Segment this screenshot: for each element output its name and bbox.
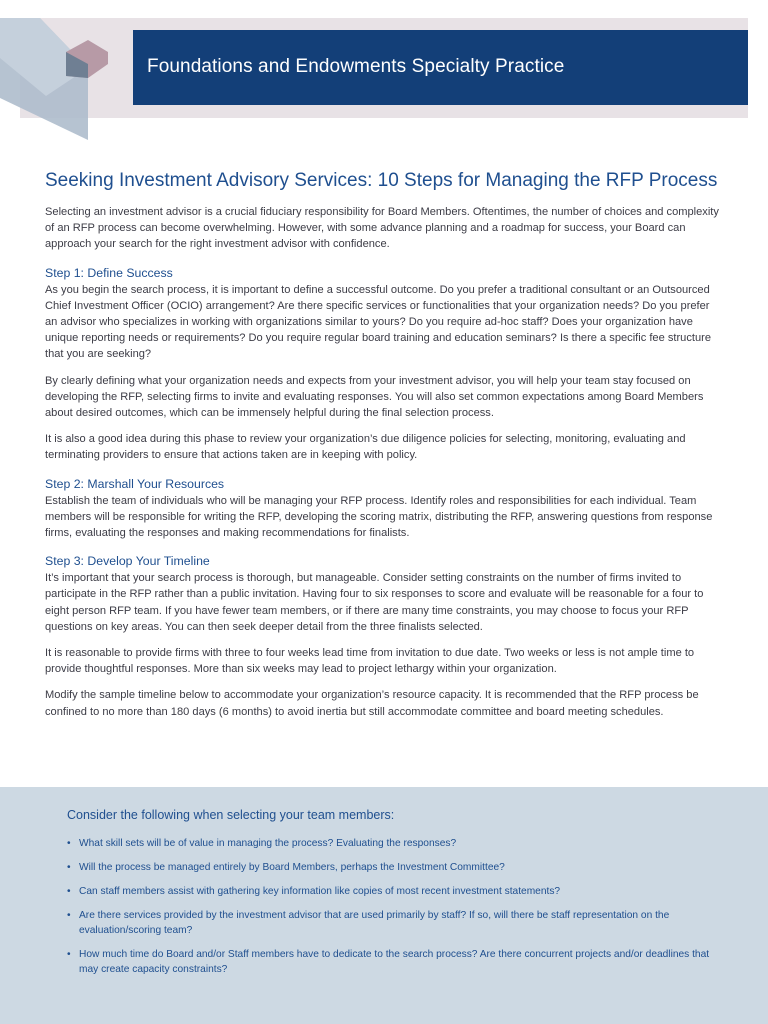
step-1-paragraph: By clearly defining what your organization needs and expects from your investment advisor, you will help your team stay focused on developing the RFP, selecting firms to invite and evaluating responses. You will also set common expectations among Board Members about desired outcomes, which can be immensely helpful during the final selection process.: [45, 374, 704, 420]
article-body: [45, 168, 723, 730]
list-item: [67, 947, 727, 977]
decorative-ribbon-graphic: [0, 18, 120, 140]
list-item-text: What skill sets will be of value in managing the process? Evaluating the responses?: [79, 838, 457, 849]
bullet-icon: •: [67, 949, 71, 960]
step-2-paragraph: Establish the team of individuals who will be managing your RFP process. Identify roles and responsibilities for each individual. Team members will be responsible for writing the RFP, developing the scoring matrix, distributing the RFP, answering questions from response firms, evaluating the responses and making recommendations for finalists.: [45, 494, 713, 540]
team-members-callout: [0, 787, 768, 1024]
header-title: Foundations and Endowments Specialty Practice: [147, 56, 565, 77]
list-item: [67, 860, 727, 875]
list-item-text: Will the process be managed entirely by Board Members, perhaps the Investment Committee?: [79, 862, 505, 873]
step-1-paragraph: As you begin the search process, it is important to define a successful outcome. Do you prefer a traditional consultant or an Outsourced Chief Investment Officer (OCIO) arrangement? Are there specific services or functionalities that your organization needs? Do you prefer an advisor who specializes in working with organizations similar to yours? Do you require ad-hoc staff? Does your organization have unique reporting needs or requirements? Do you require regular board training and education seminars? Is there a specific fee structure that you are seeking?: [45, 283, 712, 361]
list-item-text: Can staff members assist with gathering key information like copies of most recent investment statements?: [79, 886, 561, 897]
step-1-heading: Step 1: Define Success: [45, 265, 173, 280]
step-3-paragraph: It’s important that your search process is thorough, but manageable. Consider setting constraints on the number of firms invited to participate in the RFP rather than a public invitation. Having four to six responses to score and evaluate will be reasonable for a four to eight person RFP team. If you have fewer team members, or if there are many time constraints, you may choose to focus your RFP questions on key areas. You can then seek deeper detail from the three finalists selected.: [45, 572, 704, 633]
callout-list: [67, 836, 727, 986]
list-item: [67, 908, 727, 938]
callout-title: Consider the following when selecting your team members:: [67, 808, 395, 822]
bullet-icon: •: [67, 910, 71, 921]
bullet-icon: •: [67, 862, 71, 873]
step-1-paragraph: It is also a good idea during this phase to review your organization’s due diligence policies for selecting, monitoring, evaluating and terminating providers to ensure that actions taken are in keeping with policy.: [45, 433, 686, 462]
list-item: [67, 884, 727, 899]
step-3-paragraph: Modify the sample timeline below to accommodate your organization’s resource capacity. It is recommended that the RFP process be confined to no more than 180 days (6 months) to avoid inertia but still accommodate committee and board meeting schedules.: [45, 689, 699, 718]
list-item-text: How much time do Board and/or Staff members have to dedicate to the search process? Are there concurrent projects and/or deadlines that may create capacity constraints?: [79, 949, 710, 975]
list-item-text: Are there services provided by the investment advisor that are used primarily by staff? If so, will there be staff representation on the evaluation/scoring team?: [79, 910, 670, 936]
header-bar: [133, 30, 748, 105]
step-3-paragraph: It is reasonable to provide firms with three to four weeks lead time from invitation to due date. Two weeks or less is not ample time to provide thoughtful responses. More than six weeks may lead to project lethargy within your organization.: [45, 647, 695, 676]
intro-paragraph: Selecting an investment advisor is a crucial fiduciary responsibility for Board Members. Oftentimes, the number of choices and complexity of an RFP process can become overwhelming. However, with some advance planning and a roadmap for success, your Board can approach your search for the right investment advisor with confidence.: [45, 206, 719, 251]
step-2-heading: Step 2: Marshall Your Resources: [45, 476, 225, 491]
list-item: [67, 836, 727, 851]
bullet-icon: •: [67, 838, 71, 849]
step-3-heading: Step 3: Develop Your Timeline: [45, 554, 210, 569]
bullet-icon: •: [67, 886, 71, 897]
article-title: Seeking Investment Advisory Services: 10 Steps for Managing the RFP Process: [45, 170, 718, 191]
